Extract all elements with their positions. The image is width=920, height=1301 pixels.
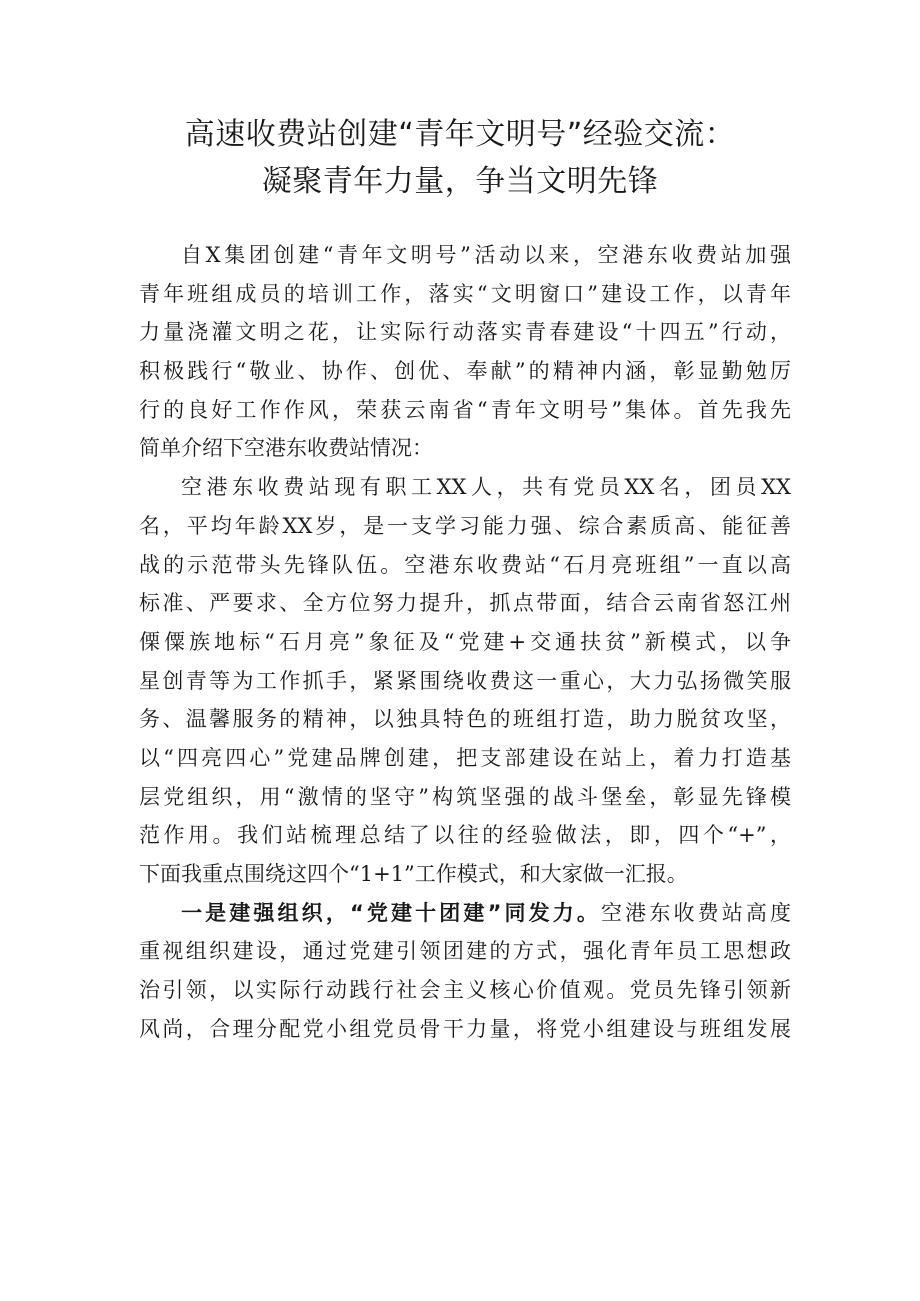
document-title-line-1: 高速收费站创建“青年文明号”经验交流： bbox=[184, 117, 736, 152]
paragraph-line: 星创青等为工作抓手，紧紧围绕收费这一重心，大力弘扬微笑服 bbox=[139, 668, 791, 693]
paragraph-line: 名，平均年龄XX岁，是一支学习能力强、综合素质高、能征善 bbox=[139, 513, 791, 538]
paragraph-line: 务、温馨服务的精神，以独具特色的班组打造，助力脱贫攻坚， bbox=[139, 707, 791, 732]
document-body bbox=[139, 236, 791, 1048]
paragraph-line: 治引领，以实际行动践行社会主义核心价值观。党员先锋引领新 bbox=[139, 978, 791, 1003]
paragraph-line: 下面我重点围绕这四个“1+1”工作模式，和大家做一汇报。 bbox=[139, 862, 688, 886]
paragraph-line: 标准、严要求、全方位努力提升，抓点带面，结合云南省怒江州 bbox=[139, 591, 791, 616]
paragraph-line: 空港东收费站现有职工XX人，共有党员XX名，团员XX bbox=[181, 475, 791, 500]
paragraph-line: 傈僳族地标“石月亮”象征及“党建+交通扶贫”新模式，以争 bbox=[139, 629, 791, 654]
paragraph-line: 力量浇灌文明之花，让实际行动落实青春建设“十四五”行动， bbox=[139, 320, 791, 345]
paragraph-line: 青年班组成员的培训工作，落实“文明窗口”建设工作，以青年 bbox=[139, 281, 791, 306]
paragraph-line: 战的示范带头先锋队伍。空港东收费站“石月亮班组”一直以高 bbox=[139, 552, 791, 577]
paragraph-text: 空港东收费站高度 bbox=[601, 900, 791, 925]
paragraph-2 bbox=[139, 468, 791, 894]
paragraph-line: 以“四亮四心”党建品牌创建，把支部建设在站上，着力打造基 bbox=[139, 745, 791, 770]
paragraph-line: 重视组织建设，通过党建引领团建的方式，强化青年员工思想政 bbox=[139, 939, 791, 964]
section-heading: 一是建强组织，“党建十团建”同发力。 bbox=[181, 900, 602, 925]
paragraph-line bbox=[139, 894, 791, 933]
paragraph-3 bbox=[139, 894, 791, 1049]
paragraph-line: 简单介绍下空港东收费站情况： bbox=[139, 436, 433, 461]
paragraph-line: 积极践行“敬业、协作、创优、奉献”的精神内涵，彰显勤勉厉 bbox=[139, 359, 791, 384]
document-title-line-2: 凝聚青年力量，争当文明先锋 bbox=[261, 164, 659, 199]
paragraph-1 bbox=[139, 236, 791, 468]
paragraph-line: 风尚，合理分配党小组党员骨干力量，将党小组建设与班组发展 bbox=[139, 1016, 791, 1041]
paragraph-line: 层党组织，用“激情的坚守”构筑坚强的战斗堡垒，彰显先锋模 bbox=[139, 784, 791, 809]
paragraph-line: 行的良好工作作风，荣获云南省“青年文明号”集体。首先我先 bbox=[139, 397, 791, 422]
paragraph-line: 自X集团创建“青年文明号”活动以来，空港东收费站加强 bbox=[181, 243, 791, 267]
paragraph-line: 范作用。我们站梳理总结了以往的经验做法，即，四个“+”， bbox=[139, 823, 791, 848]
